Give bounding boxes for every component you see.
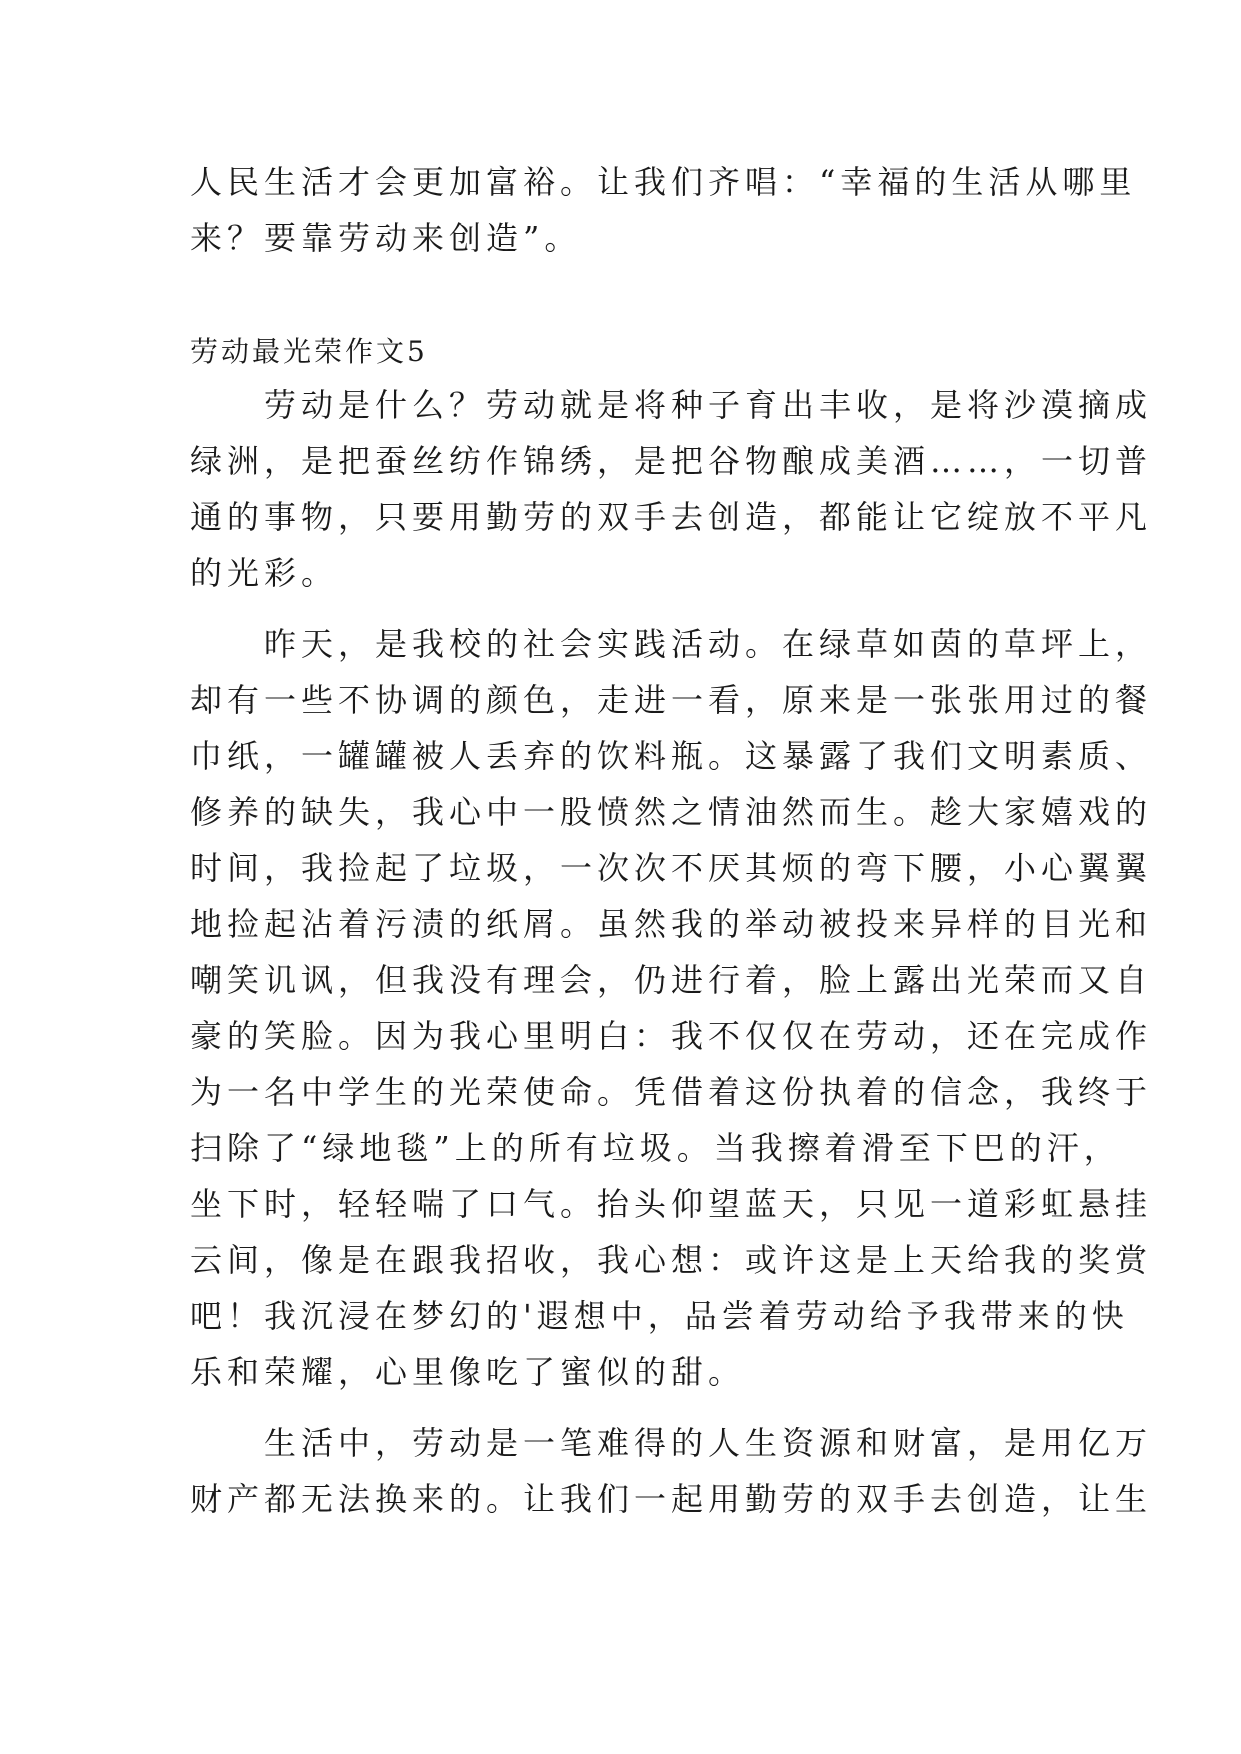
body-line: 却有一些不协调的颜色，走进一看，原来是一张张用过的餐 bbox=[190, 681, 1153, 719]
body-line: 修养的缺失，我心中一股愤然之情油然而生。趁大家嬉戏的 bbox=[190, 793, 1153, 831]
body-line: 绿洲，是把蚕丝纺作锦绣，是把谷物酿成美酒……，一切普 bbox=[190, 442, 1153, 480]
body-line: 吧！我沉浸在梦幻的'遐想中，品尝着劳动给予我带来的快 bbox=[190, 1297, 1129, 1335]
body-line: 为一名中学生的光荣使命。凭借着这份执着的信念，我终于 bbox=[190, 1073, 1153, 1111]
body-line: 的光彩。 bbox=[190, 554, 339, 592]
intro-line: 来？要靠劳动来创造”。 bbox=[190, 219, 582, 257]
body-line: 扫除了“绿地毯”上的所有垃圾。当我擦着滑至下巴的汗， bbox=[190, 1129, 1121, 1167]
body-line: 坐下时，轻轻喘了口气。抬头仰望蓝天，只见一道彩虹悬挂 bbox=[190, 1185, 1153, 1223]
body-line: 巾纸，一罐罐被人丢弃的饮料瓶。这暴露了我们文明素质、 bbox=[190, 737, 1153, 775]
body-line: 时间，我捡起了垃圾，一次次不厌其烦的弯下腰，小心翼翼 bbox=[190, 849, 1153, 887]
body-line: 豪的笑脸。因为我心里明白：我不仅仅在劳动，还在完成作 bbox=[190, 1017, 1153, 1055]
body-line: 乐和荣耀，心里像吃了蜜似的甜。 bbox=[190, 1353, 746, 1391]
body-line: 嘲笑讥讽，但我没有理会，仍进行着，脸上露出光荣而又自 bbox=[190, 961, 1153, 999]
body-line: 劳动是什么？劳动就是将种子育出丰收，是将沙漠摘成 bbox=[190, 386, 1153, 424]
body-line: 财产都无法换来的。让我们一起用勤劳的双手去创造，让生 bbox=[190, 1480, 1153, 1518]
body-line: 生活中，劳动是一笔难得的人生资源和财富，是用亿万 bbox=[190, 1424, 1153, 1462]
intro-line: 人民生活才会更加富裕。让我们齐唱：“幸福的生活从哪里 bbox=[190, 163, 1137, 201]
section-heading: 劳动最光荣作文5 bbox=[190, 335, 428, 368]
body-line: 地捡起沾着污渍的纸屑。虽然我的举动被投来异样的目光和 bbox=[190, 905, 1153, 943]
body-line: 昨天，是我校的社会实践活动。在绿草如茵的草坪上， bbox=[190, 625, 1153, 663]
body-line: 云间，像是在跟我招收，我心想：或许这是上天给我的奖赏 bbox=[190, 1241, 1153, 1279]
body-line: 通的事物，只要用勤劳的双手去创造，都能让它绽放不平凡 bbox=[190, 498, 1153, 536]
